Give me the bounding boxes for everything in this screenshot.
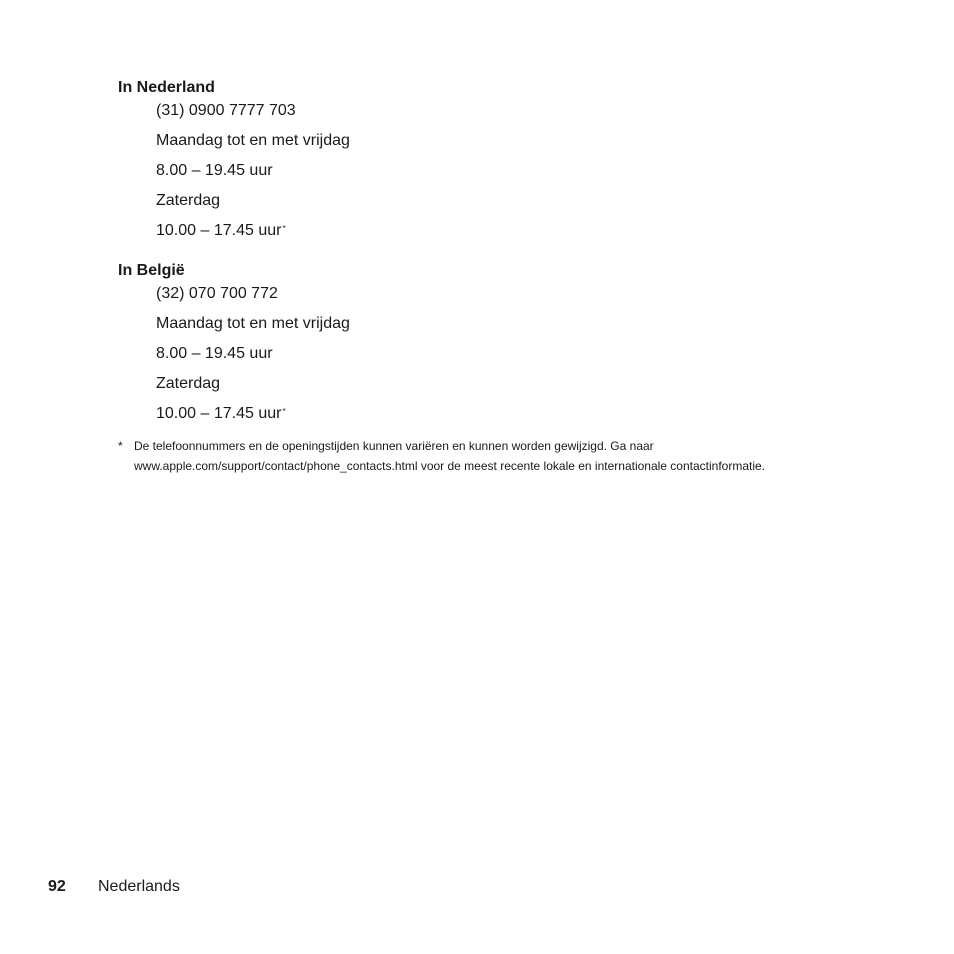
saturday-hours: 10.00 – 17.45 uur bbox=[156, 222, 282, 239]
phone-number: (31) 0900 7777 703 bbox=[156, 102, 296, 119]
saturday-hours-line bbox=[156, 404, 350, 424]
page-number: 92 bbox=[48, 878, 66, 895]
section-heading: In België bbox=[118, 262, 185, 279]
page-footer bbox=[48, 877, 180, 897]
saturday-label: Zaterdag bbox=[156, 375, 221, 392]
footnote-line-1: De telefoonnummers en de openingstijden kunnen variëren en kunnen worden gewijzigd. Ga naar bbox=[134, 439, 654, 453]
section-belgie bbox=[118, 261, 350, 424]
weekday-hours: 8.00 – 19.45 uur bbox=[156, 345, 273, 362]
weekdays-label: Maandag tot en met vrijdag bbox=[156, 132, 350, 149]
saturday-hours: 10.00 – 17.45 uur bbox=[156, 405, 282, 422]
weekday-hours: 8.00 – 19.45 uur bbox=[156, 162, 273, 179]
section-nederland bbox=[118, 78, 350, 241]
footnote-text bbox=[134, 436, 878, 476]
footnote-marker: * bbox=[118, 439, 123, 453]
section-heading: In Nederland bbox=[118, 79, 215, 96]
footnote bbox=[118, 436, 878, 476]
footnote-reference: * bbox=[282, 407, 286, 416]
saturday-hours-line bbox=[156, 221, 350, 241]
footer-section-title: Nederlands bbox=[98, 878, 180, 895]
weekdays-label: Maandag tot en met vrijdag bbox=[156, 315, 350, 332]
phone-number: (32) 070 700 772 bbox=[156, 285, 278, 302]
saturday-label: Zaterdag bbox=[156, 192, 221, 209]
footnote-line-2: www.apple.com/support/contact/phone_contacts.html voor de meest recente lokale en internationale contactinformatie. bbox=[134, 459, 766, 473]
footnote-reference: * bbox=[282, 224, 286, 233]
